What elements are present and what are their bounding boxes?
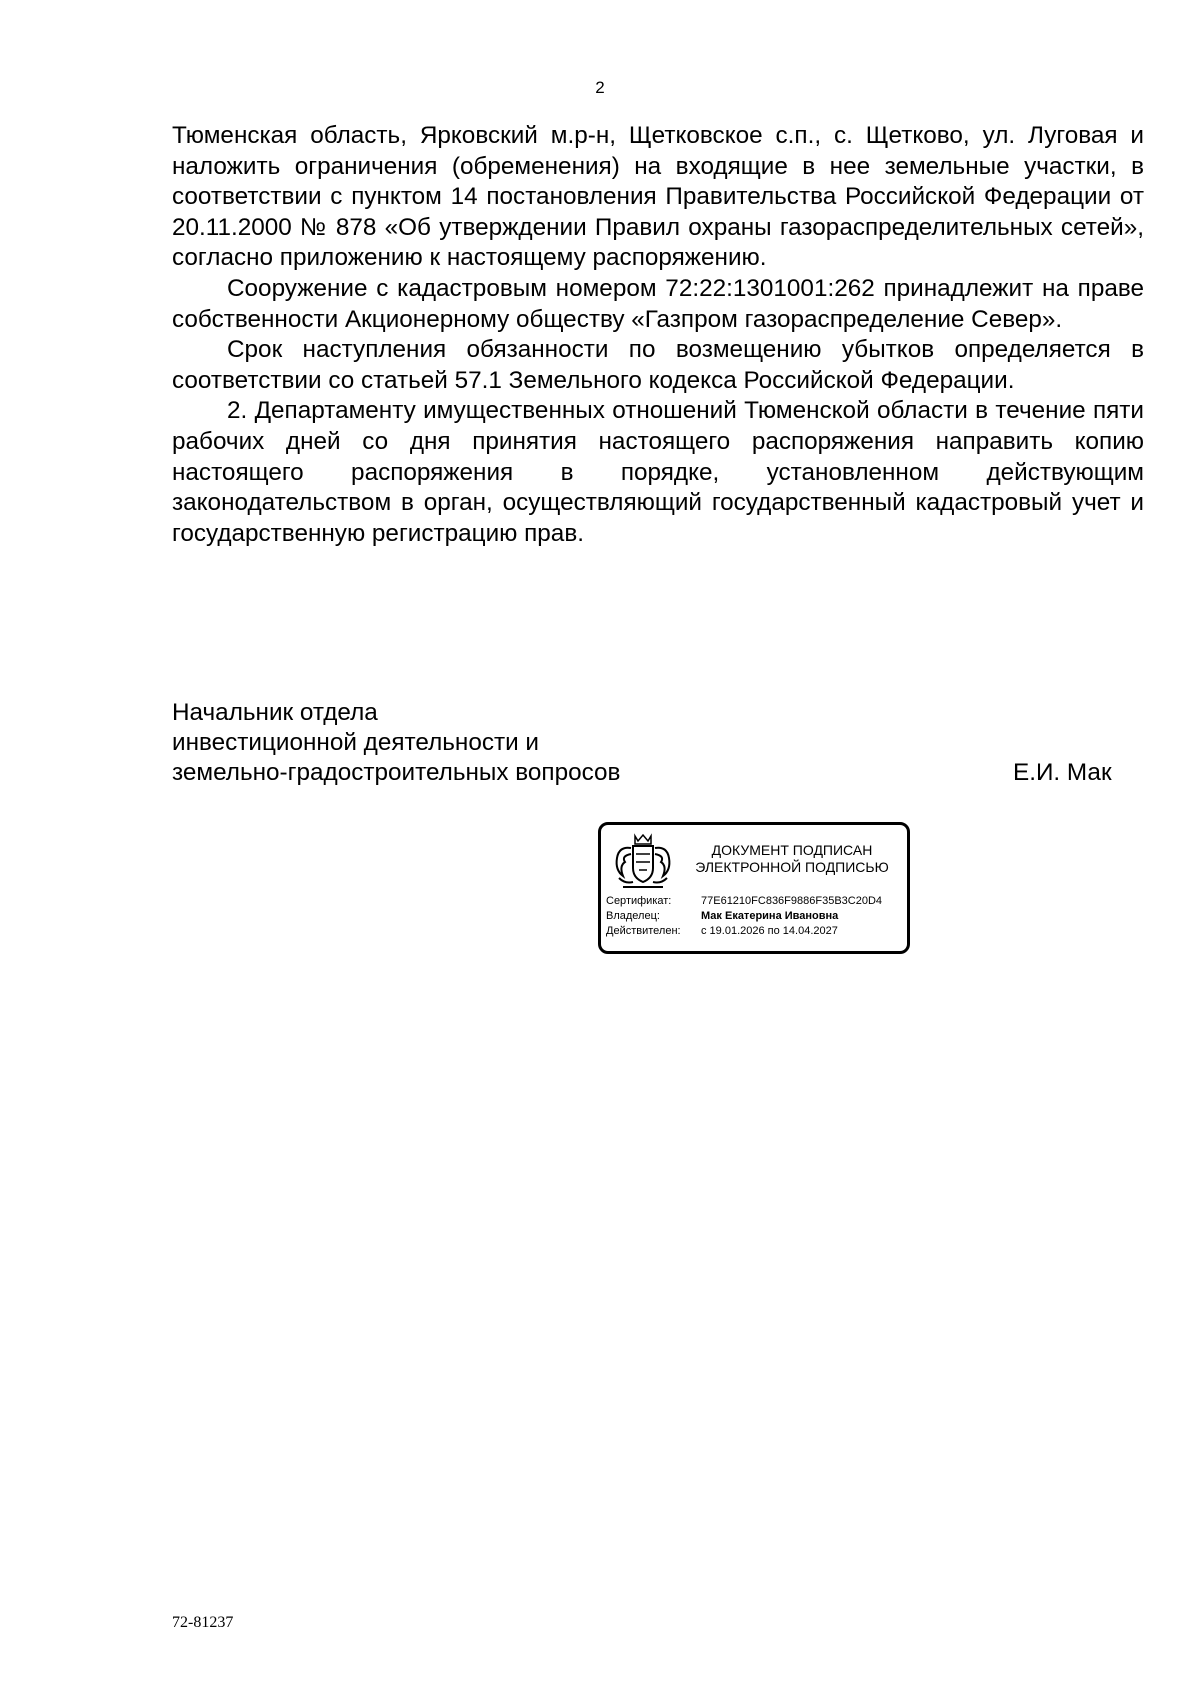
signer-position-line: Начальник отдела: [172, 699, 378, 726]
owner-value: Мак Екатерина Ивановна: [701, 910, 839, 922]
validity-value: с 19.01.2026 по 14.04.2027: [701, 925, 838, 937]
document-code: 72-81237: [172, 1614, 234, 1631]
stamp-details: [606, 894, 882, 939]
certificate-value: 77E61210FC836F9886F35B3C20D4: [701, 895, 883, 907]
stamp-title-line: ДОКУМЕНТ ПОДПИСАН: [711, 842, 873, 858]
stamp-title-line: ЭЛЕКТРОННОЙ ПОДПИСЬЮ: [695, 859, 889, 875]
owner-label: Владелец:: [606, 910, 660, 922]
page-number: 2: [595, 78, 605, 97]
electronic-signature-stamp: [598, 822, 910, 954]
stamp-validity-row: [606, 924, 882, 939]
stamp-owner-row: [606, 909, 882, 924]
signer-name: Е.И. Мак: [1013, 759, 1112, 786]
paragraph-compensation: Срок наступления обязанности по возмещению убытков определяется в соответствии со статьей 57.1 Земельного кодекса Российской Федерации.: [172, 336, 1144, 394]
stamp-title: [681, 842, 903, 876]
validity-label: Действителен:: [606, 925, 681, 937]
signer-position: [172, 698, 620, 788]
paragraph-continuation: Тюменская область, Ярковский м.р-н, Щетковское с.п., с. Щетково, ул. Луговая и наложить ограничения (обременения) на входящие в нее земельные участки, в соответствии с пунктом 14 постановления Правительства Российской Федерации от 20.11.2000 № 878 «Об утверждении Правил охраны газораспределительных сетей», согласно приложению к настоящему распоряжению.: [172, 122, 1144, 272]
signer-position-line: земельно-градостроительных вопросов: [172, 759, 621, 786]
certificate-label: Сертификат:: [606, 895, 672, 907]
signer-position-line: инвестиционной деятельности и: [172, 729, 540, 756]
paragraph-ownership: Сооружение с кадастровым номером 72:22:1301001:262 принадлежит на праве собственности Акционерному обществу «Газпром газораспределение Север».: [172, 274, 1144, 333]
coat-of-arms-icon: [609, 832, 677, 892]
stamp-certificate-row: [606, 894, 882, 909]
paragraph-item-2: 2. Департаменту имущественных отношений Тюменской области в течение пяти рабочих дней со дня принятия настоящего распоряжения направить копию настоящего распоряжения в порядке, установленном действующим законодательством в орган, осуществляющий государственный кадастровый учет и государственную регистрацию прав.: [172, 397, 1144, 547]
document-body: [172, 121, 1144, 549]
